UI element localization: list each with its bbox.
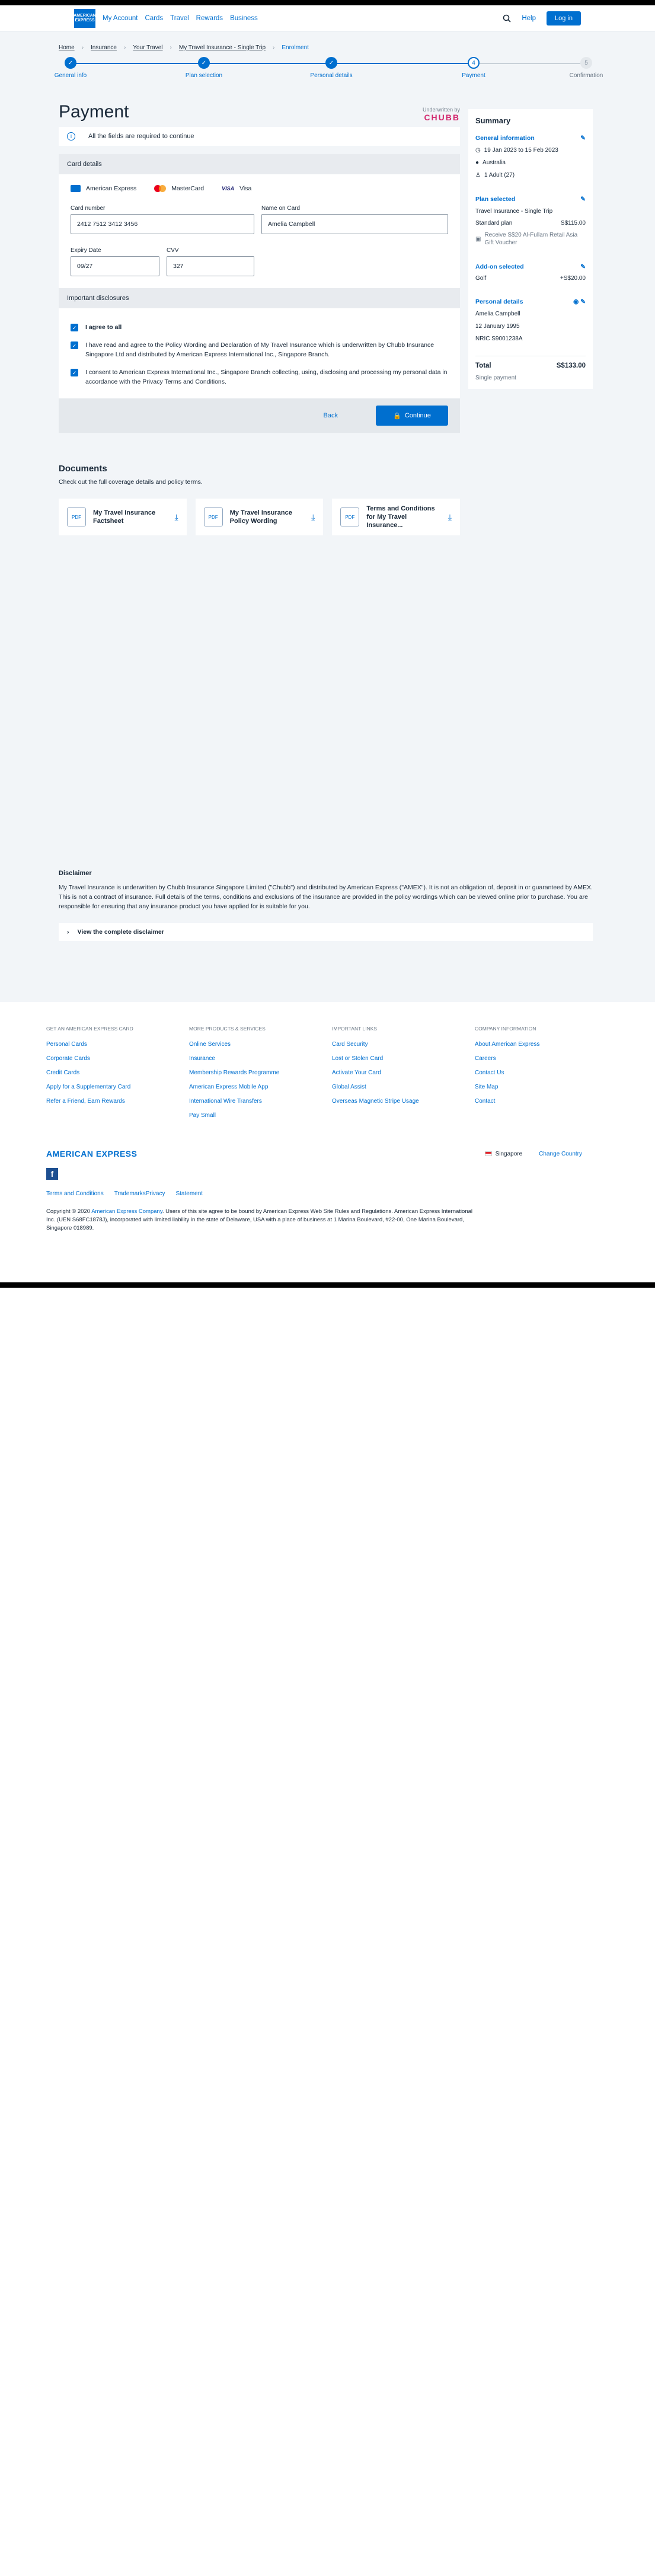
location-icon: ● <box>475 159 480 166</box>
footer-col-links: IMPORTANT LINKS Card Security Lost or Stolen Card Activate Your Card Global Assist Overseas Magnetic Stripe Usage <box>332 1026 475 1126</box>
summary-personal: Personal details ◉ ✎ Amelia Campbell 12 January 1995 NRIC S9001238A <box>475 298 586 342</box>
footer-link[interactable]: Credit Cards <box>46 1070 80 1076</box>
lock-icon: 🔒 <box>393 412 401 420</box>
summary-total: Total S$133.00 <box>475 356 586 369</box>
visa-icon: VISA <box>222 186 235 191</box>
breadcrumb-current: Enrolment <box>282 44 309 51</box>
name-on-card-label: Name on Card <box>261 205 301 212</box>
bottom-edge <box>0 1282 655 1288</box>
privacy-consent-checkbox[interactable]: ✓ I consent to American Express International Inc., Singapore Branch collecting, using, disclosing and processing my personal data in accordance with the Privacy Terms and Conditions. <box>71 368 448 387</box>
nav-cards[interactable]: Cards <box>145 14 164 22</box>
card-number-input[interactable]: 2412 7512 3412 3456 <box>71 214 254 234</box>
pdf-icon: PDF <box>204 507 223 526</box>
document-terms[interactable]: PDF Terms and Conditions for My Travel Insurance... ⤓ <box>332 499 460 535</box>
chevron-right-icon: › <box>67 928 69 936</box>
payment-form-area <box>59 92 460 535</box>
check-icon: ✓ <box>65 57 76 69</box>
disclaimer-text: My Travel Insurance is underwritten by Chubb Insurance Singapore Limited ("Chubb") and distributed by American Express ("AMEX"). It is not an obligation of, deposit in or guaranteed by AMEX. This is not a contract of insurance. Full details of the terms, conditions and exclusions of the insurance are provided in the policy wordings which can be viewed online prior to purchase. You are responsible for ensuring that any insurance product you have applied for is suitable for you. <box>59 884 593 910</box>
name-on-card-input[interactable]: Amelia Campbell <box>261 214 448 234</box>
progress-stepper <box>54 57 603 79</box>
footer-link[interactable]: Activate Your Card <box>332 1070 381 1076</box>
method-visa[interactable]: VISA Visa <box>222 185 252 192</box>
footer-link[interactable]: Insurance <box>189 1055 215 1062</box>
continue-button[interactable]: 🔒 Continue <box>376 406 448 426</box>
footer-col-company: COMPANY INFORMATION About American Express Careers Contact Us Site Map Contact <box>475 1026 618 1126</box>
breadcrumb-home[interactable]: Home <box>59 44 75 51</box>
document-policy-wording[interactable]: PDF My Travel Insurance Policy Wording ⤓ <box>196 499 324 535</box>
checkbox-checked-icon: ✓ <box>71 324 78 331</box>
person-icon: ♙ <box>475 172 481 178</box>
checkbox-checked-icon: ✓ <box>71 341 78 349</box>
nav-travel[interactable]: Travel <box>170 14 189 22</box>
trademarks-privacy-link[interactable]: TrademarksPrivacy <box>114 1190 165 1197</box>
nav-rewards[interactable]: Rewards <box>196 14 223 22</box>
card-details-heading: Card details <box>59 154 460 174</box>
info-icon: i <box>67 132 75 141</box>
footer-col-cards: GET AN AMERICAN EXPRESS CARD Personal Cards Corporate Cards Credit Cards Apply for a Supplementary Card Refer a Friend, Earn Rewards <box>46 1026 189 1126</box>
breadcrumb-your-travel[interactable]: Your Travel <box>133 44 163 51</box>
amex-company-link[interactable]: American Express Company <box>91 1208 162 1215</box>
country-selector[interactable]: Singapore <box>485 1151 523 1157</box>
breadcrumb: Home › Insurance › Your Travel › My Travel Insurance - Single Trip › Enrolment <box>59 44 309 51</box>
step-general-info: ✓ General info <box>29 57 112 79</box>
documents-heading: Documents <box>59 464 107 474</box>
summary-general-info: General information ✎ ◷ 19 Jan 2023 to 15 Feb 2023 ● Australia ♙ 1 Adult (27) <box>475 135 586 178</box>
policy-wording-checkbox[interactable]: ✓ I have read and agree to the Policy Wording and Declaration of My Travel Insurance which is underwritten by Chubb Insurance Singapore Ltd and distributed by American Express International Inc., Singapore Branch. <box>71 340 448 359</box>
footer-link[interactable]: About American Express <box>475 1041 540 1048</box>
view-full-disclaimer[interactable]: › View the complete disclaimer <box>59 923 593 941</box>
card-details-section <box>59 154 460 433</box>
summary-plan: Plan selected ✎ Travel Insurance - Single Trip Standard plan S$115.00 ▣ Receive S$20 Al-Fullam Retail Asia Gift Voucher <box>475 196 586 246</box>
page-title: Payment <box>59 102 129 122</box>
edit-icon[interactable]: ✎ <box>580 263 586 270</box>
form-actions <box>59 398 460 433</box>
summary-panel <box>468 109 593 389</box>
facebook-icon[interactable]: f <box>46 1168 58 1180</box>
footer-link[interactable]: Refer a Friend, Earn Rewards <box>46 1098 125 1105</box>
required-note: i All the fields are required to continue <box>59 127 460 146</box>
chubb-logo: CHUBB <box>424 113 460 122</box>
stepper-progress-line <box>71 63 474 64</box>
check-icon: ✓ <box>198 57 210 69</box>
nav-my-account[interactable]: My Account <box>103 14 138 22</box>
amex-card-icon <box>71 185 81 192</box>
main-nav <box>103 15 258 22</box>
calendar-icon: ◷ <box>475 147 481 154</box>
step-personal-details: ✓ Personal details <box>290 57 373 79</box>
footer-link[interactable]: Pay Small <box>189 1112 216 1119</box>
top-navigation <box>0 5 655 31</box>
top-edge <box>0 0 655 5</box>
statement-link[interactable]: Statement <box>175 1190 203 1197</box>
method-amex[interactable]: American Express <box>71 185 136 192</box>
disclaimer-heading: Disclaimer <box>59 870 92 877</box>
footer-link[interactable]: Careers <box>475 1055 496 1062</box>
step-plan-selection: ✓ Plan selection <box>162 57 245 79</box>
method-mastercard[interactable]: MasterCard <box>154 185 204 192</box>
documents-subtitle: Check out the full coverage details and policy terms. <box>59 478 203 486</box>
download-icon: ⤓ <box>311 512 315 522</box>
underwriter: Underwritten by CHUBB <box>422 107 460 122</box>
step-confirmation: 5 Confirmation <box>545 57 628 79</box>
pdf-icon: PDF <box>67 507 86 526</box>
footer-link[interactable]: Contact <box>475 1098 496 1105</box>
summary-addon: Add-on selected ✎ Golf +S$20.00 <box>475 263 586 282</box>
nav-business[interactable]: Business <box>230 14 258 22</box>
check-icon: ✓ <box>325 57 337 69</box>
edit-icon[interactable]: ✎ <box>580 298 586 305</box>
terms-link[interactable]: Terms and Conditions <box>46 1190 104 1197</box>
footer-link[interactable]: Card Security <box>332 1041 368 1048</box>
amex-logo[interactable]: AMERICAN EXPRESS <box>74 9 95 28</box>
gift-icon: ▣ <box>475 235 481 242</box>
pdf-icon: PDF <box>340 507 359 526</box>
login-button[interactable]: Log in <box>547 11 581 25</box>
singapore-flag-icon <box>485 1151 492 1156</box>
mastercard-icon <box>154 185 166 192</box>
summary-heading: Summary <box>475 116 511 125</box>
footer-col-products: MORE PRODUCTS & SERVICES Online Services Insurance Membership Rewards Programme American Express Mobile App International Wire Transfers Pay Small <box>189 1026 332 1126</box>
expiry-label: Expiry Date <box>71 247 101 254</box>
disclaimer-section <box>59 870 593 941</box>
help-link[interactable]: Help <box>522 14 536 22</box>
card-number-label: Card number <box>71 205 106 212</box>
documents-section <box>59 464 460 535</box>
edit-icon[interactable]: ✎ <box>580 196 586 203</box>
breadcrumb-insurance[interactable]: Insurance <box>91 44 117 51</box>
search-icon[interactable] <box>503 14 511 23</box>
cvv-input[interactable]: 327 <box>167 256 254 276</box>
footer-link[interactable]: Online Services <box>189 1041 231 1048</box>
footer-link[interactable]: Overseas Magnetic Stripe Usage <box>332 1098 419 1105</box>
back-button[interactable]: Back <box>323 412 338 419</box>
footer-link[interactable]: Corporate Cards <box>46 1055 90 1062</box>
step-payment: 4 Payment <box>432 57 515 79</box>
cvv-label: CVV <box>167 247 179 254</box>
agree-all-checkbox[interactable]: ✓ I agree to all <box>71 323 448 332</box>
eye-icon[interactable]: ◉ <box>573 298 579 305</box>
footer-link[interactable]: Contact Us <box>475 1070 504 1076</box>
footer-link[interactable]: Apply for a Supplementary Card <box>46 1084 131 1090</box>
footer-link[interactable]: Personal Cards <box>46 1041 87 1048</box>
copyright: Copyright © 2020 American Express Company. Users of this site agree to be bound by American Express Web Site Rules and Regulations. American Express International Inc. (UEN S68FC1878J), incorporated with limited liability in the state of Delaware, USA with a place of business at 1 Marina Boulevard, #22-00, One Marina Boulevard, Singapore 018989. <box>46 1208 473 1231</box>
footer-link[interactable]: International Wire Transfers <box>189 1098 262 1105</box>
footer-brand: AMERICAN EXPRESS <box>46 1149 138 1158</box>
checkbox-checked-icon: ✓ <box>71 369 78 376</box>
change-country-link[interactable]: Change Country <box>539 1150 582 1157</box>
disclosures-heading: Important disclosures <box>59 288 460 308</box>
footer <box>0 1002 655 1282</box>
download-icon: ⤓ <box>174 512 178 522</box>
footer-link[interactable]: Membership Rewards Programme <box>189 1070 280 1076</box>
download-icon: ⤓ <box>448 512 452 522</box>
footer-link[interactable]: American Express Mobile App <box>189 1084 269 1090</box>
footer-link[interactable]: Site Map <box>475 1084 499 1090</box>
edit-icon[interactable]: ✎ <box>580 135 586 142</box>
document-factsheet[interactable]: PDF My Travel Insurance Factsheet ⤓ <box>59 499 187 535</box>
footer-link[interactable]: Lost or Stolen Card <box>332 1055 384 1062</box>
breadcrumb-single-trip[interactable]: My Travel Insurance - Single Trip <box>178 44 266 51</box>
footer-link[interactable]: Global Assist <box>332 1084 366 1090</box>
expiry-input[interactable]: 09/27 <box>71 256 159 276</box>
payment-type: Single payment <box>475 375 516 381</box>
